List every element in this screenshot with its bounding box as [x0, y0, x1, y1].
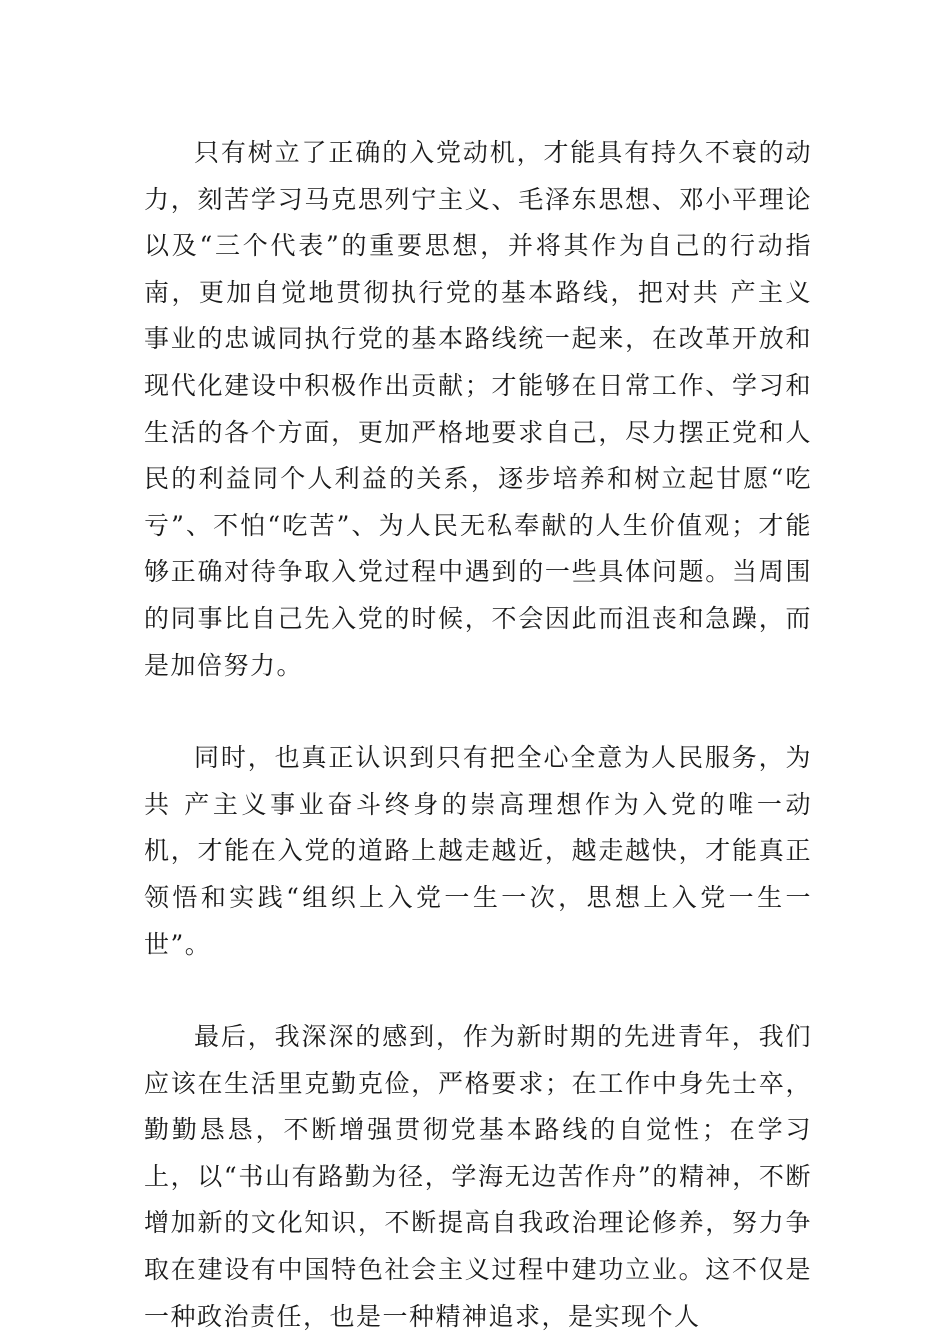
paragraph-motivation: 只有树立了正确的入党动机，才能具有持久不衰的动力，刻苦学习马克思列宁主义、毛泽东思想、邓小平理论以及“三个代表”的重要思想，并将其作为自己的行动指南，更加自觉地贯彻执行党的基本路线，把对共 产主义事业的忠诚同执行党的基本路线统一起来，在改革开放和现代化建设中积极作出贡献；才能够在日常工作、学习和生活的各个方面，更加严格地要求自己，尽力摆正党和人民的利益同个人利益的关系，逐步培养和树立起甘愿“吃亏”、不怕“吃苦”、为人民无私奉献的人生价值观；才能够正确对待争取入党过程中遇到的一些具体问题。当周围的同事比自己先入党的时候，不会因此而沮丧和急躁，而是加倍努力。 — [144, 138, 812, 680]
paragraph-realization: 同时，也真正认识到只有把全心全意为人民服务，为共 产主义事业奋斗终身的崇高理想作为入党的唯一动机，才能在入党的道路上越走越近，越走越快，才能真正领悟和实践“组织上入党一生一次，思想上入党一生一世”。 — [144, 743, 812, 959]
document-body — [144, 130, 812, 1340]
paragraph-conclusion: 最后，我深深的感到，作为新时期的先进青年，我们应该在生活里克勤克俭，严格要求；在工作中身先士卒，勤勤恳恳，不断增强贯彻党基本路线的自觉性；在学习上，以“书山有路勤为径，学海无边苦作舟”的精神，不断增加新的文化知识，不断提高自我政治理论修养，努力争取在建设有中国特色社会主义过程中建功立业。这不仅是一种政治责任，也是一种精神追求，是实现个人 — [144, 1022, 812, 1331]
